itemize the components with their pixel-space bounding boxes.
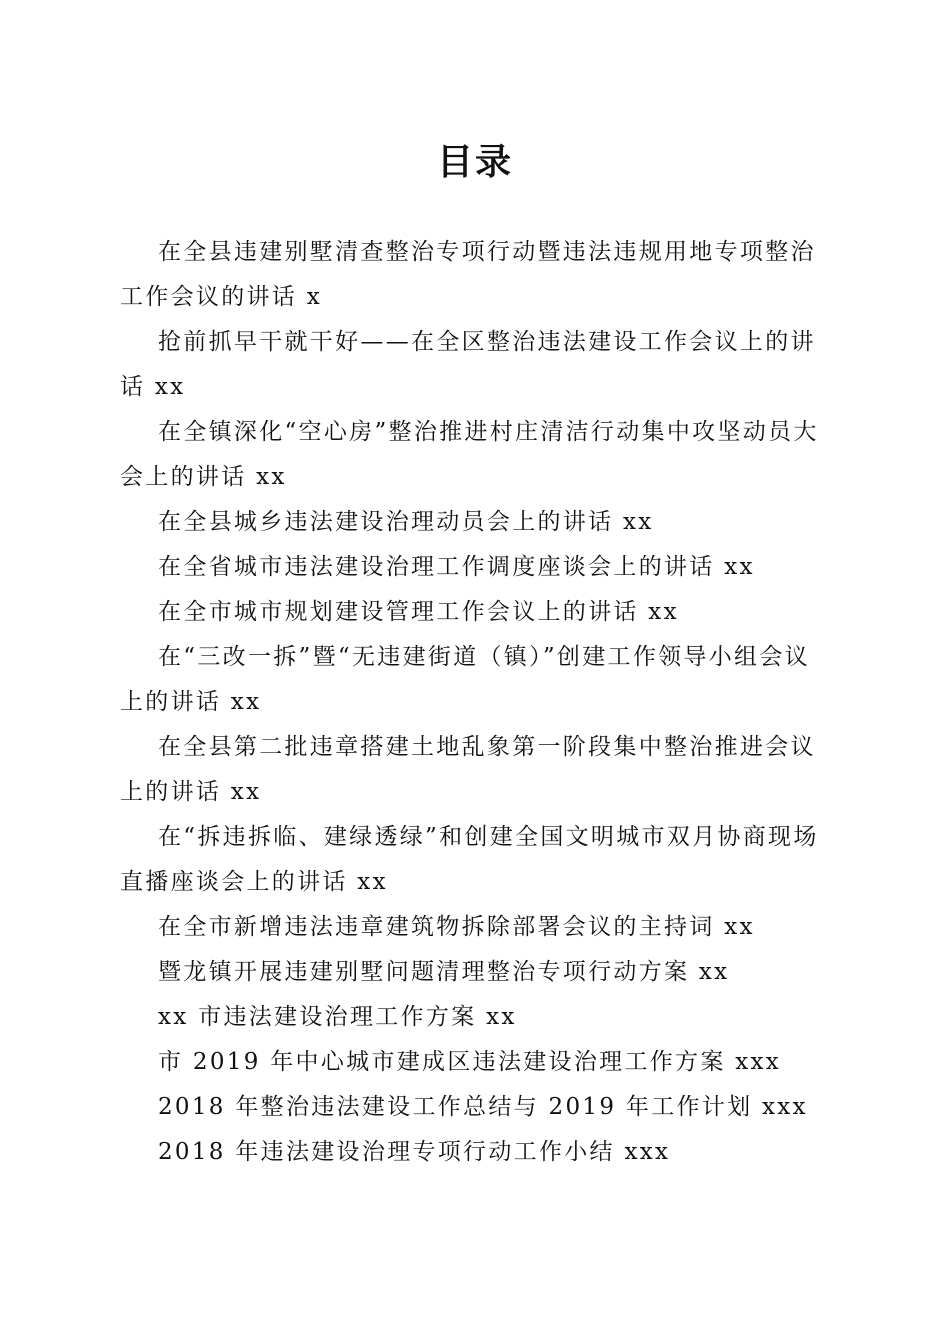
toc-entry: 2018 年整治违法建设工作总结与 2019 年工作计划 xxx <box>158 1094 808 1120</box>
toc-entry: xx 市违法建设治理工作方案 xx <box>158 1004 517 1030</box>
toc-entry: 在全市城市规划建设管理工作会议上的讲话 xx <box>158 599 679 625</box>
toc-entry: 暨龙镇开展违建别墅问题清理整治专项行动方案 xx <box>158 959 730 985</box>
toc-entry: 2018 年违法建设治理专项行动工作小结 xxx <box>158 1139 671 1165</box>
toc-entry: 抢前抓早干就干好——在全区整治违法建设工作会议上的讲话 xx <box>120 329 816 400</box>
toc-entry: 在全镇深化“空心房”整治推进村庄清洁行动集中攻坚动员大会上的讲话 xx <box>120 419 819 490</box>
toc-entry: 市 2019 年中心城市建成区违法建设治理工作方案 xxx <box>158 1049 782 1075</box>
table-of-contents <box>120 230 825 1175</box>
toc-entry: 在全县第二批违章搭建土地乱象第一阶段集中整治推进会议上的讲话 xx <box>120 734 816 805</box>
toc-entry: 在全县违建别墅清查整治专项行动暨违法违规用地专项整治工作会议的讲话 x <box>120 239 816 310</box>
page-title: 目录 <box>436 141 513 183</box>
toc-entry: 在全省城市违法建设治理工作调度座谈会上的讲话 xx <box>158 554 755 580</box>
toc-entry: 在全市新增违法违章建筑物拆除部署会议的主持词 xx <box>158 914 755 940</box>
toc-entry: 在“拆违拆临、建绿透绿”和创建全国文明城市双月协商现场直播座谈会上的讲话 xx <box>120 824 819 895</box>
toc-entry: 在全县城乡违法建设治理动员会上的讲话 xx <box>158 509 654 535</box>
toc-entry: 在“三改一拆”暨“无违建街道（镇）”创建工作领导小组会议上的讲话 xx <box>120 644 810 715</box>
